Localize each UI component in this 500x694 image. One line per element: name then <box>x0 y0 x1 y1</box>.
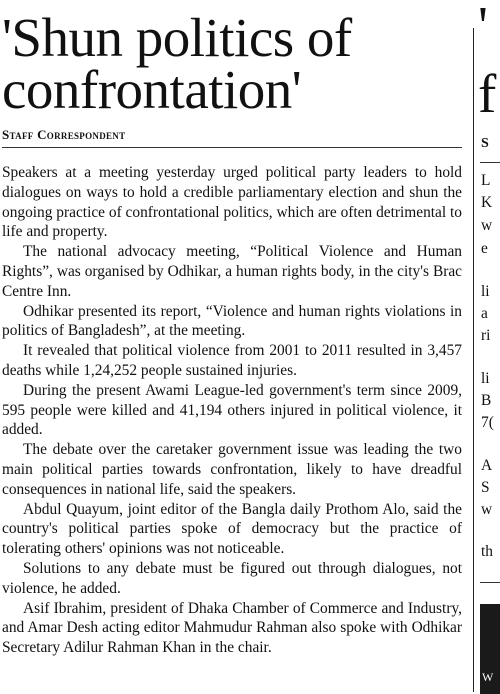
adjacent-text-fragment: li <box>481 370 490 387</box>
adjacent-text-fragment: 7( <box>481 414 494 431</box>
adjacent-text-fragment: th <box>481 543 493 560</box>
article-body <box>2 163 462 658</box>
news-article <box>2 0 462 692</box>
adjacent-headline-fragment: f <box>478 63 497 124</box>
adjacent-text-fragment: A <box>481 457 493 474</box>
adjacent-text-fragment: L <box>481 172 491 189</box>
adjacent-text-fragment: S <box>481 479 490 496</box>
headline-line-1: 'Shun politics of <box>2 7 352 68</box>
article-paragraph: Speakers at a meeting yesterday urged political party leaders to hold dialogues on ways to hold a credible parliamentary election and shun the ongoing practice of confrontational politics, which are often detrimental to life and property. <box>2 164 462 241</box>
article-paragraph: Asif Ibrahim, president of Dhaka Chamber of Commerce and Industry, and Amar Desh acting editor Mahmudur Rahman also spoke with Odhikar Secretary Adilur Rahman Khan in the chair. <box>2 599 462 657</box>
adjacent-section-rule <box>480 582 500 583</box>
article-paragraph: Solutions to any debate must be figured out through dialogues, not violence, he added. <box>2 559 462 597</box>
article-paragraph: The debate over the caretaker government issue was leading the two main political parties towards confrontation, likely to have dreadful consequences in national life, said the speakers. <box>2 441 462 498</box>
article-paragraph: Abdul Quayum, joint editor of the Bangla daily Prothom Alo, said the country's political parties spoke of democracy but the practice of tolerating others' opinions was not noticeable. <box>2 500 462 558</box>
adjacent-text-fragment: a <box>481 305 488 322</box>
adjacent-text-fragment: ri <box>481 327 491 344</box>
article-paragraph: It revealed that political violence from 2001 to 2011 resulted in 3,457 deaths while 1,24,252 people sustained injuries. <box>2 342 462 379</box>
adjacent-text-fragment: B <box>481 392 492 409</box>
article-headline <box>2 0 462 120</box>
adjacent-text-fragment: w <box>481 217 493 234</box>
adjacent-article-column <box>474 0 497 692</box>
adjacent-text-fragment: e <box>481 240 488 257</box>
adjacent-text-fragment: w <box>481 501 493 518</box>
article-paragraph: During the present Awami League-led government's term since 2009, 595 people were killed and 41,194 others injured in political violence, it added. <box>2 381 462 439</box>
adjacent-headline-fragment: ' <box>478 0 488 56</box>
headline-line-2: confrontation' <box>2 59 302 120</box>
adjacent-text-fragment: K <box>481 194 493 211</box>
adjacent-text-fragment: li <box>481 283 490 300</box>
adjacent-photo-caption-fragment: W <box>482 670 494 684</box>
article-paragraph: The national advocacy meeting, “Political Violence and Human Rights”, was organised by Odhikar, a human rights body, in the city's Brac Centre Inn. <box>2 243 462 300</box>
adjacent-byline-rule <box>480 162 500 163</box>
adjacent-byline-fragment: S <box>481 136 489 151</box>
article-paragraph: Odhikar presented its report, “Violence and human rights violations in politics of Bangladesh”, at the meeting. <box>2 302 462 340</box>
article-byline: Staff Correspondent <box>2 127 462 148</box>
